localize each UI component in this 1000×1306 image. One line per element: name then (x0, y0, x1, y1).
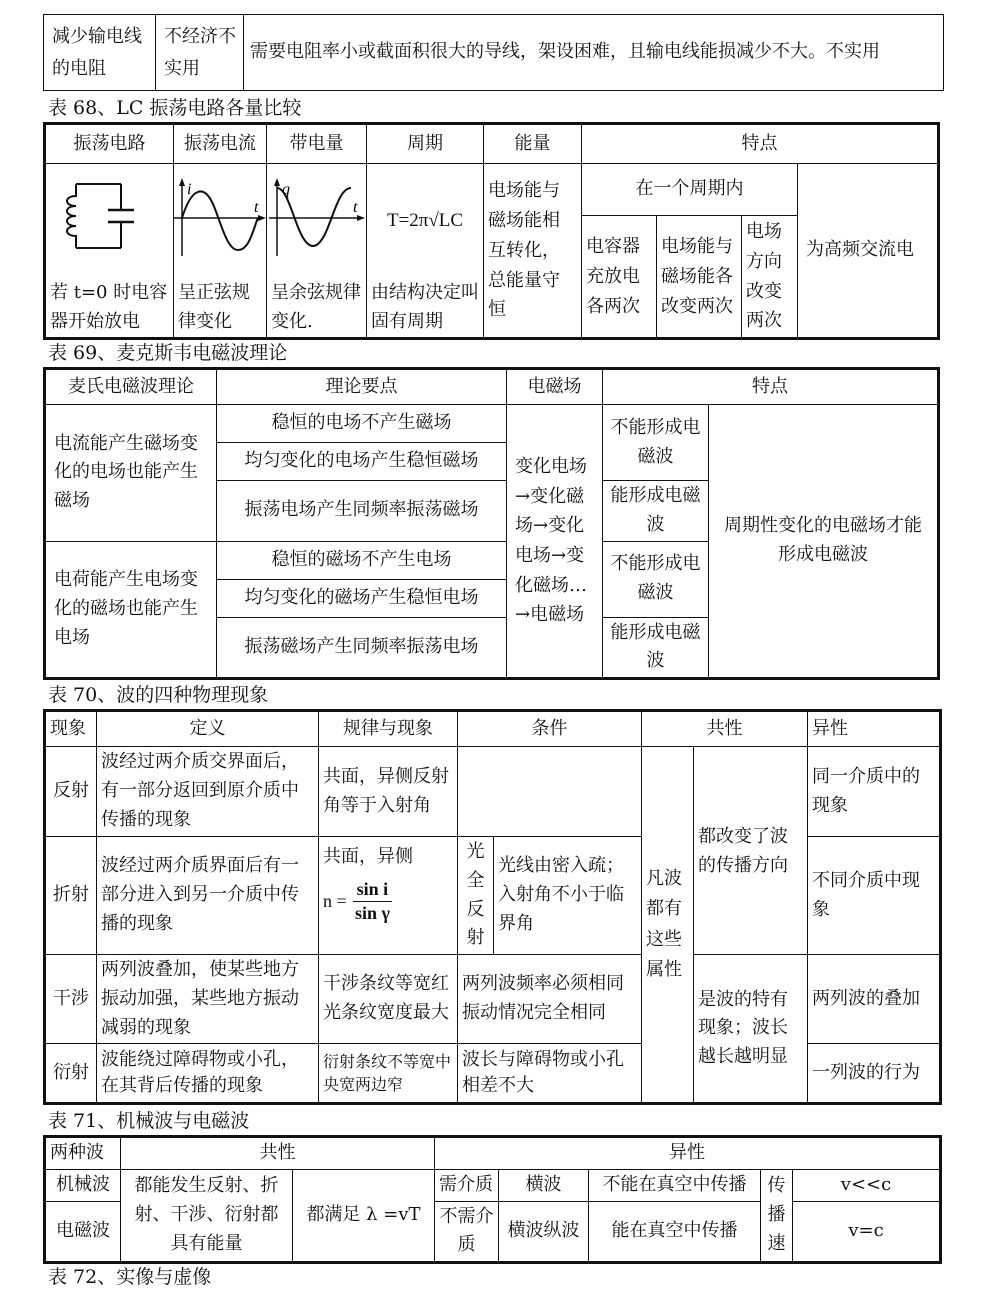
def-reflection: 波经过两介质交界面后，有一部分返回到原介质中传播的现象 (97, 747, 319, 837)
diff-reflection: 同一介质中的现象 (808, 747, 941, 837)
header-phenomenon: 现象 (45, 711, 97, 747)
header-diff-71: 异性 (435, 1137, 941, 1170)
header-energy: 能量 (484, 124, 582, 164)
common-formula: 都满足 λ =vT (293, 1169, 435, 1262)
header-period: 周期 (367, 124, 484, 164)
feature-capacitor: 电容器充放电各两次 (582, 216, 657, 339)
header-condition: 条件 (458, 711, 642, 747)
circuit-note: 若 t=0 时电容器开始放电 (45, 278, 174, 339)
snell-formula: n = $\frac{\text{sin i}}{\text{sin γ}}$ (323, 878, 453, 926)
svg-text:t: t (254, 199, 259, 216)
cosine-wave-icon (267, 164, 367, 268)
def-diffraction: 波能绕过障碍物或小孔，在其背后传播的现象 (97, 1044, 319, 1104)
table-70 (43, 709, 942, 1105)
cond-interference: 两列波频率必须相同振动情况完全相同 (458, 955, 642, 1044)
table-72-caption: 表 72、实像与虚像 (48, 1266, 212, 1288)
law-interference: 干涉条纹等宽红光条纹宽度最大 (319, 955, 458, 1044)
point-5: 均匀变化的磁场产生稳恒电场 (217, 579, 507, 617)
header-current: 振荡电流 (174, 124, 267, 164)
feature-field-direction: 电场方向改变两次 (742, 216, 798, 339)
period-formula-text: T=2π√LC (386, 209, 464, 231)
sine-wave-icon (174, 164, 267, 268)
theory-2: 电荷能产生电场变化的磁场也能产生电场 (45, 541, 217, 679)
wave-4: 能形成电磁波 (603, 617, 709, 679)
point-3: 振荡电场产生同频率振荡磁场 (217, 481, 507, 542)
svg-text:i: i (187, 181, 192, 198)
feature-hf-ac: 为高频交流电 (798, 164, 939, 339)
feature-energy-change: 电场能与磁场能各改变两次 (657, 216, 742, 339)
phenomenon-reflection: 反射 (45, 747, 97, 837)
em-speed: v=c (793, 1201, 941, 1263)
header-law: 规律与现象 (319, 711, 458, 747)
lc-circuit-diagram (45, 164, 174, 278)
em-type: 横波纵波 (499, 1201, 589, 1263)
header-theory: 麦氏电磁波理论 (45, 369, 217, 405)
period-formula (367, 164, 484, 278)
within-period: 在一个周期内 (582, 164, 798, 216)
cond-reflection-empty (458, 747, 642, 837)
header-charge: 带电量 (267, 124, 367, 164)
common-phenomena: 都能发生反射、折射、干涉、衍射都具有能量 (121, 1169, 293, 1262)
common-direction: 都改变了波的传播方向 (694, 747, 808, 955)
field-chain: 变化电场→变化磁场→变化电场→变化磁场…→电磁场 (507, 405, 603, 679)
method-cell: 减少输电线的电阻 (44, 15, 156, 91)
mech-speed: v<<c (793, 1169, 941, 1201)
header-definition: 定义 (97, 711, 319, 747)
table-68 (43, 122, 940, 340)
header-points: 理论要点 (217, 369, 507, 405)
common-all: 凡波都有这些属性 (642, 747, 694, 1104)
svg-text:t: t (353, 199, 358, 216)
feature-periodic: 周期性变化的电磁场才能形成电磁波 (709, 405, 939, 679)
phenomenon-refraction: 折射 (45, 837, 97, 955)
phenomenon-interference: 干涉 (45, 955, 97, 1044)
header-two-waves: 两种波 (45, 1137, 121, 1170)
verdict-cell: 不经济不实用 (156, 15, 244, 91)
table-71-caption: 表 71、机械波与电磁波 (48, 1110, 250, 1132)
wave-1: 不能形成电磁波 (603, 405, 709, 481)
svg-text:q: q (282, 181, 290, 198)
header-difference: 异性 (808, 711, 941, 747)
speed-label: 传播速 (761, 1169, 793, 1262)
law-refraction (319, 837, 458, 955)
diff-diffraction: 一列波的行为 (808, 1044, 941, 1104)
header-field: 电磁场 (507, 369, 603, 405)
wave-2: 能形成电磁波 (603, 481, 709, 542)
point-6: 振荡磁场产生同频率振荡电场 (217, 617, 507, 679)
total-reflection-condition: 光线由密入疏；入射角不小于临界角 (494, 837, 642, 955)
table-69-caption: 表 69、麦克斯韦电磁波理论 (48, 342, 288, 364)
reason-cell: 需要电阻率小或截面积很大的导线，架设困难，且输电线能损减少不大。不实用 (244, 15, 944, 91)
cond-diffraction: 波长与障碍物或小孔相差不大 (458, 1044, 642, 1104)
diff-interference: 两列波的叠加 (808, 955, 941, 1044)
point-4: 稳恒的磁场不产生电场 (217, 541, 507, 579)
diff-refraction: 不同介质中现象 (808, 837, 941, 955)
header-feature: 特点 (582, 124, 939, 164)
table-67 (43, 14, 944, 91)
name-mechanical: 机械波 (45, 1169, 121, 1201)
header-common-71: 共性 (121, 1137, 435, 1170)
phenomenon-diffraction: 衍射 (45, 1044, 97, 1104)
law-diffraction: 衍射条纹不等宽中央宽两边窄 (319, 1044, 458, 1104)
charge-note: 呈余弦规律变化. (267, 278, 367, 339)
total-reflection-label: 光全反射 (458, 837, 494, 955)
mech-medium: 需介质 (435, 1169, 499, 1201)
period-note: 由结构决定叫固有周期 (367, 278, 484, 339)
point-1: 稳恒的电场不产生磁场 (217, 405, 507, 443)
def-refraction: 波经过两介质界面后有一部分进入到另一介质中传播的现象 (97, 837, 319, 955)
header-features: 特点 (603, 369, 939, 405)
table-70-caption: 表 70、波的四种物理现象 (48, 684, 269, 706)
charge-wave-diagram (267, 164, 367, 278)
name-electromagnetic: 电磁波 (45, 1201, 121, 1263)
point-2: 均匀变化的电场产生稳恒磁场 (217, 443, 507, 481)
mech-type: 横波 (499, 1169, 589, 1201)
em-vacuum: 能在真空中传播 (589, 1201, 761, 1263)
law-reflection: 共面，异侧反射角等于入射角 (319, 747, 458, 837)
header-circuit: 振荡电路 (45, 124, 174, 164)
current-note: 呈正弦规律变化 (174, 278, 267, 339)
lc-circuit-icon (46, 164, 175, 268)
mech-vacuum: 不能在真空中传播 (589, 1169, 761, 1201)
table-68-caption: 表 68、LC 振荡电路各量比较 (48, 97, 302, 119)
em-medium: 不需介质 (435, 1201, 499, 1263)
law-refraction-text: 共面，异侧 (323, 846, 413, 867)
table-69 (43, 367, 940, 680)
theory-1: 电流能产生磁场变化的电场也能产生磁场 (45, 405, 217, 542)
common-wave: 是波的特有现象；波长越长越明显 (694, 955, 808, 1104)
current-wave-diagram (174, 164, 267, 278)
wave-3: 不能形成电磁波 (603, 541, 709, 617)
table-71 (43, 1135, 942, 1264)
def-interference: 两列波叠加，使某些地方振动加强，某些地方振动减弱的现象 (97, 955, 319, 1044)
header-common: 共性 (642, 711, 808, 747)
energy-cell: 电场能与磁场能相互转化，总能量守恒 (484, 164, 582, 339)
